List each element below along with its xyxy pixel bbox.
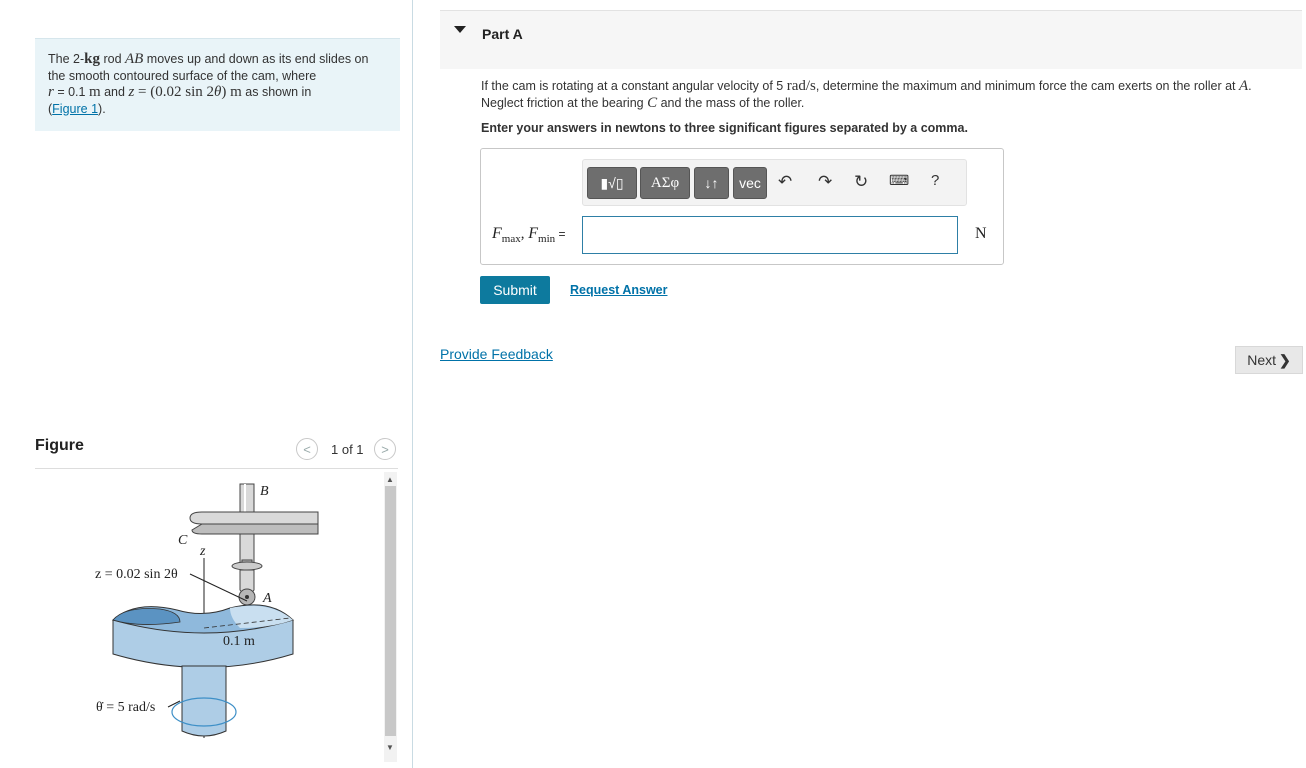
redo-icon[interactable]: ↷ <box>818 172 833 191</box>
reset-icon[interactable]: ↻ <box>854 172 869 191</box>
collapse-triangle-icon[interactable] <box>454 26 466 33</box>
label-equation: z = 0.02 sin 2θ <box>95 567 178 582</box>
problem-text: as shown in <box>241 85 312 99</box>
label-omega: θ̇ = 5 rad/s <box>96 700 156 715</box>
answer-input[interactable] <box>582 216 958 254</box>
answer-label: $F_{max}$, $F_{min}$ = <box>492 225 566 245</box>
problem-text: rod <box>99 52 125 66</box>
label-C: C <box>178 533 188 548</box>
panel-divider[interactable] <box>412 0 413 768</box>
figure-count: 1 of 1 <box>331 442 364 457</box>
help-button[interactable]: ? <box>931 172 940 189</box>
label-A: A <box>263 591 272 606</box>
paren: ). <box>98 101 106 116</box>
instructions: Enter your answers in newtons to three significant figures separated by a comma. <box>481 121 968 135</box>
figure-link[interactable]: Figure 1 <box>52 101 99 116</box>
question-text: If the cam is rotating at a constant angular velocity of 5 rad/s, determine the maximum and minimum force the cam exerts on the roller at A. Neglect friction at the bearing C and the mass of the roller. <box>481 78 1252 111</box>
problem-statement <box>35 38 400 131</box>
templates-button[interactable]: ▮√▯ <box>587 167 637 199</box>
problem-text: The 2- <box>48 52 85 66</box>
greek-symbols-button[interactable]: ΑΣφ <box>640 167 690 199</box>
problem-text: and <box>100 85 129 99</box>
figure-heading: Figure <box>35 437 84 454</box>
r-variable: r <box>48 84 54 100</box>
submit-button[interactable]: Submit <box>480 276 550 304</box>
figure-divider <box>35 468 398 469</box>
bearing <box>190 512 318 524</box>
keyboard-icon[interactable]: ⌨ <box>889 172 910 188</box>
provide-feedback-link[interactable]: Provide Feedback <box>440 346 553 362</box>
point-C: C <box>647 95 658 111</box>
z-equation-close: ) <box>221 84 231 100</box>
chevron-left-icon: < <box>303 441 311 457</box>
undo-icon[interactable]: ↶ <box>778 172 793 191</box>
arrows-button[interactable]: ↓↑ <box>694 167 729 199</box>
cam-figure <box>80 476 325 746</box>
r-equation: = 0.1 <box>53 85 89 99</box>
r-unit: m <box>88 84 101 100</box>
chevron-right-icon: ❯ <box>1279 351 1291 368</box>
omega-unit: rad/s <box>786 78 816 94</box>
z-variable: z <box>128 84 135 100</box>
chevron-right-icon: > <box>381 441 389 457</box>
vector-button[interactable]: vec <box>733 167 767 199</box>
scroll-up-icon[interactable]: ▲ <box>386 475 394 484</box>
mass-unit: kg <box>84 51 100 67</box>
label-z: z <box>200 544 206 559</box>
rod-top <box>240 484 254 512</box>
part-title[interactable]: Part A <box>482 26 523 42</box>
figure-scrollbar-thumb[interactable] <box>385 486 396 736</box>
scroll-down-icon[interactable]: ▼ <box>386 743 394 752</box>
label-radius: 0.1 m <box>223 634 255 649</box>
unit-label: N <box>975 225 987 242</box>
problem-text: the smooth contoured surface of the cam, where <box>48 68 317 83</box>
point-A: A <box>1239 78 1249 94</box>
next-figure-button[interactable] <box>374 438 396 460</box>
previous-figure-button[interactable] <box>296 438 318 460</box>
paren: ( <box>48 101 53 116</box>
label-B: B <box>260 484 269 499</box>
rod-name: AB <box>125 51 144 67</box>
math-toolbar <box>582 159 967 206</box>
theta-symbol: θ <box>214 84 222 100</box>
problem-text: moves up and down as its end slides on <box>143 52 369 66</box>
z-equation: = (0.02 sin 2 <box>134 84 214 100</box>
z-unit: m <box>230 84 242 100</box>
part-header[interactable] <box>440 10 1302 69</box>
next-button[interactable]: Next ❯ <box>1235 346 1303 374</box>
request-answer-link[interactable]: Request Answer <box>570 283 668 297</box>
